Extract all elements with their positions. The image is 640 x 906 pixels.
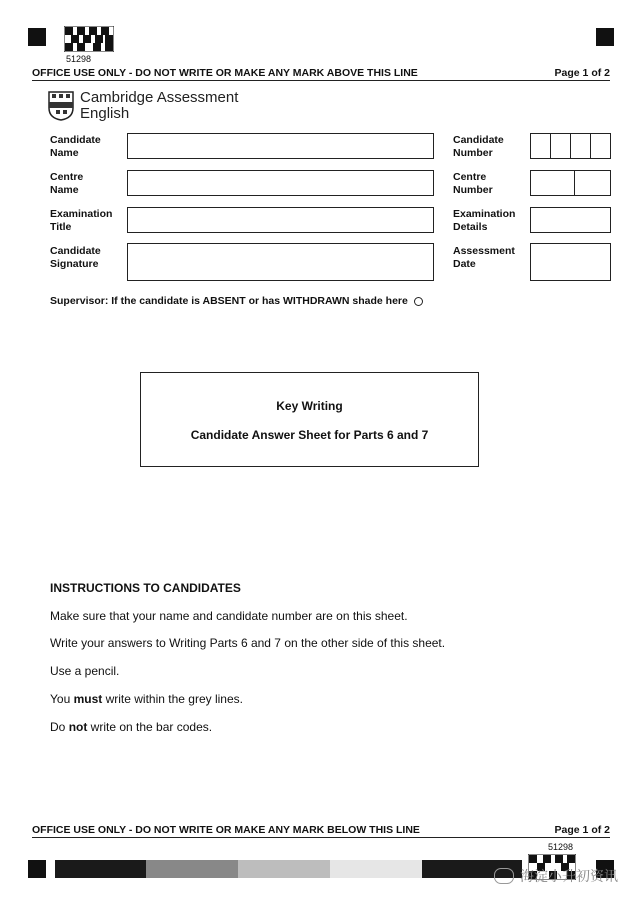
timing-bar-pale — [330, 860, 422, 878]
instruction-5-bold: not — [68, 720, 88, 734]
sheet-code-top: 51298 — [66, 54, 92, 64]
instructions-heading: INSTRUCTIONS TO CANDIDATES — [50, 581, 241, 595]
supervisor-text: Supervisor: If the candidate is ABSENT or has WITHDRAWN shade here — [50, 295, 408, 307]
sheet-code-bottom: 51298 — [548, 842, 574, 852]
centre-name-field[interactable] — [127, 170, 434, 196]
digit-divider — [574, 171, 575, 195]
barcode-top — [64, 26, 114, 52]
digit-divider — [550, 134, 551, 158]
label-candidate-name: Candidate Name — [50, 134, 101, 159]
label-examination-title: Examination Title — [50, 208, 113, 233]
paper-subtitle: Candidate Answer Sheet for Parts 6 and 7 — [190, 428, 429, 442]
instruction-4-post: write within the grey lines. — [102, 692, 243, 706]
centre-number-field[interactable] — [530, 170, 611, 196]
candidate-name-field[interactable] — [127, 133, 434, 159]
label-assessment-date: Assessment Date — [453, 245, 515, 270]
instruction-5-pre: Do — [50, 720, 69, 734]
office-use-top-line — [32, 67, 610, 81]
office-use-bottom-text: OFFICE USE ONLY - DO NOT WRITE OR MAKE ANY MARK BELOW THIS LINE — [32, 824, 420, 836]
timing-bar-light — [238, 860, 330, 878]
label-examination-details: Examination Details — [453, 208, 516, 233]
watermark — [494, 866, 618, 886]
examination-details-field[interactable] — [530, 207, 611, 233]
registration-mark-top-right — [596, 28, 614, 46]
candidate-number-field[interactable] — [530, 133, 611, 159]
label-candidate-signature: Candidate Signature — [50, 245, 101, 270]
assessment-date-field[interactable] — [530, 243, 611, 281]
label-candidate-number: Candidate Number — [453, 134, 504, 159]
instruction-line-2: Write your answers to Writing Parts 6 and 7 on the other side of this sheet. — [50, 636, 446, 650]
instruction-line-3: Use a pencil. — [50, 664, 120, 678]
instruction-4-pre: You — [50, 692, 74, 706]
logo-line-1: Cambridge Assessment — [80, 89, 239, 106]
title-box — [140, 372, 479, 467]
absent-shade-circle[interactable] — [414, 297, 423, 306]
digit-divider — [590, 134, 591, 158]
office-use-top-text: OFFICE USE ONLY - DO NOT WRITE OR MAKE ANY MARK ABOVE THIS LINE — [32, 67, 418, 79]
registration-mark-bottom-left — [28, 860, 46, 878]
label-centre-number: Centre Number — [453, 171, 493, 196]
logo-line-2: English — [80, 105, 130, 122]
page-number-top: Page 1 of 2 — [554, 67, 610, 79]
instruction-4-bold: must — [73, 692, 103, 706]
candidate-signature-field[interactable] — [127, 243, 434, 281]
paper-title: Key Writing — [276, 399, 343, 413]
timing-bar-dark — [55, 860, 146, 878]
digit-divider — [570, 134, 571, 158]
instruction-line-1: Make sure that your name and candidate number are on this sheet. — [50, 609, 408, 623]
supervisor-absent-line — [50, 295, 423, 307]
shield-icon — [48, 91, 74, 121]
timing-bar-mid — [146, 860, 238, 878]
watermark-text: 海淀小升初资讯 — [520, 868, 618, 884]
examination-title-field[interactable] — [127, 207, 434, 233]
instruction-5-post: write on the bar codes. — [87, 720, 213, 734]
office-use-bottom-line — [32, 824, 610, 838]
page-number-bottom: Page 1 of 2 — [554, 824, 610, 836]
registration-mark-top-left — [28, 28, 46, 46]
instruction-line-5 — [50, 720, 212, 734]
label-centre-name: Centre Name — [50, 171, 84, 196]
chat-bubble-icon — [494, 868, 514, 884]
instruction-line-4 — [50, 692, 243, 706]
cambridge-logo — [48, 90, 238, 122]
